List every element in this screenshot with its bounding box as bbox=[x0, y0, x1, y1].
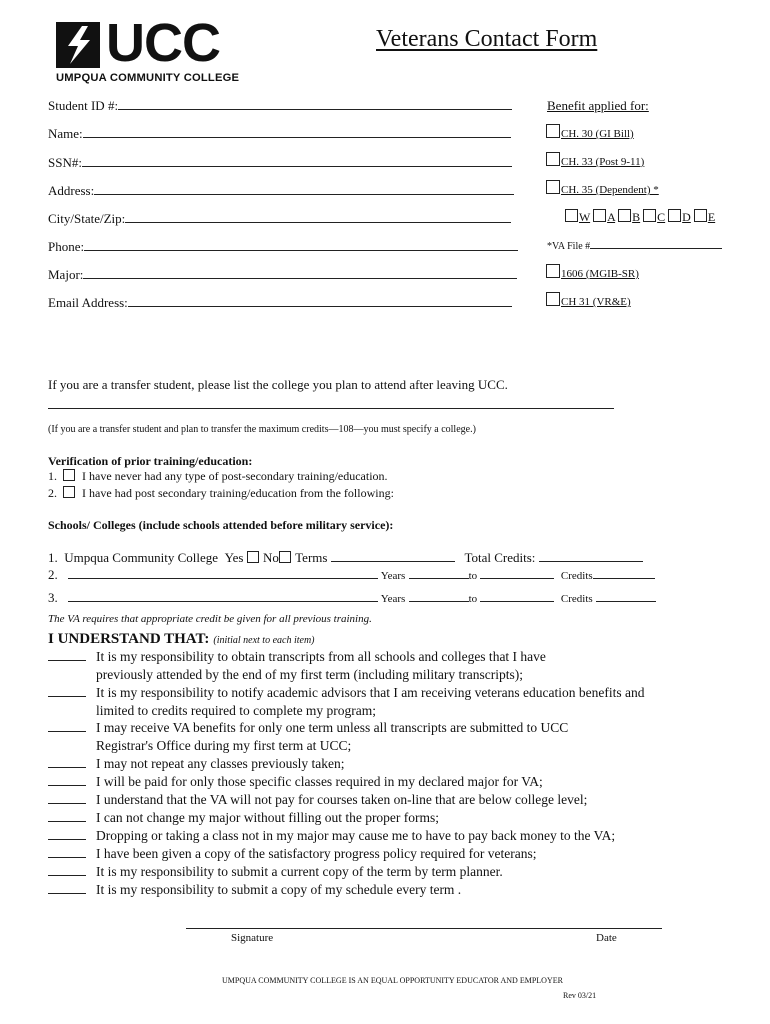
input-line[interactable] bbox=[409, 591, 469, 602]
dependent-code-row: W A B C D E bbox=[565, 209, 715, 225]
ack-item-8[interactable]: Dropping or taking a class not in my major may cause me to have to pay back money to the VA; bbox=[48, 828, 86, 844]
checkbox[interactable] bbox=[279, 551, 291, 563]
benefit-option-ch30[interactable]: CH. 30 (GI Bill) bbox=[546, 124, 634, 140]
checkbox[interactable] bbox=[546, 152, 560, 166]
field-email[interactable] bbox=[48, 295, 512, 311]
signature-label: Signature bbox=[231, 932, 274, 944]
checkbox[interactable] bbox=[546, 264, 560, 278]
input-line[interactable] bbox=[539, 551, 643, 562]
benefit-option-ch33[interactable]: CH. 33 (Post 9-11) bbox=[546, 152, 644, 168]
input-line[interactable] bbox=[409, 568, 469, 579]
verification-heading: Verification of prior training/education: bbox=[48, 454, 253, 468]
school-row-3[interactable]: 3. Years to Credits bbox=[48, 590, 656, 606]
ack-item-7[interactable]: I can not change my major without filling out the proper forms; bbox=[48, 810, 86, 826]
verification-item-1[interactable]: 1. I have never had any type of post-secondary training/education. bbox=[48, 469, 388, 483]
field-label: City/State/Zip: bbox=[48, 211, 126, 226]
school-row-1[interactable]: 1. Umpqua Community College Yes No Terms Total Credits: bbox=[48, 550, 643, 566]
transfer-college-line[interactable] bbox=[48, 408, 614, 409]
checkbox[interactable] bbox=[63, 486, 75, 498]
ack-item-11[interactable]: It is my responsibility to submit a copy of my schedule every term . bbox=[48, 882, 86, 898]
input-line[interactable] bbox=[83, 127, 511, 138]
input-line[interactable] bbox=[125, 212, 511, 223]
benefit-option-ch35[interactable]: CH. 35 (Dependent) * bbox=[546, 180, 659, 196]
initial-line[interactable] bbox=[48, 847, 86, 858]
initial-line[interactable] bbox=[48, 811, 86, 822]
checkbox[interactable] bbox=[546, 124, 560, 138]
ack-item-4[interactable]: I may not repeat any classes previously taken; bbox=[48, 756, 86, 772]
field-label: Phone: bbox=[48, 239, 85, 254]
field-label: Student ID #: bbox=[48, 98, 119, 113]
input-line[interactable] bbox=[331, 551, 455, 562]
initial-line[interactable] bbox=[48, 650, 86, 661]
ack-item-5[interactable]: I will be paid for only those specific classes required in my declared major for VA; bbox=[48, 774, 86, 790]
initial-line[interactable] bbox=[48, 757, 86, 768]
va-credit-note: The VA requires that appropriate credit be given for all previous training. bbox=[48, 613, 372, 625]
signature-line[interactable] bbox=[186, 928, 662, 929]
initial-line[interactable] bbox=[48, 775, 86, 786]
input-line[interactable] bbox=[94, 184, 514, 195]
understand-subheading: (initial next to each item) bbox=[213, 635, 315, 646]
checkbox[interactable] bbox=[668, 209, 681, 222]
initial-line[interactable] bbox=[48, 829, 86, 840]
input-line[interactable] bbox=[118, 99, 512, 110]
ack-item-9[interactable]: I have been given a copy of the satisfactory progress policy required for veterans; bbox=[48, 846, 86, 862]
logo-text: UCC bbox=[106, 13, 220, 73]
checkbox[interactable] bbox=[565, 209, 578, 222]
field-city-state-zip[interactable] bbox=[48, 211, 511, 227]
schools-heading: Schools/ Colleges (include schools attended before military service): bbox=[48, 518, 394, 532]
revision-date: Rev 03/21 bbox=[563, 991, 597, 1000]
checkbox[interactable] bbox=[643, 209, 656, 222]
initial-line[interactable] bbox=[48, 686, 86, 697]
input-line[interactable] bbox=[83, 268, 517, 279]
transfer-note: (If you are a transfer student and plan to transfer the maximum credits—108—you must specify a college.) bbox=[48, 424, 476, 435]
checkbox[interactable] bbox=[546, 180, 560, 194]
field-label: Address: bbox=[48, 183, 95, 198]
field-phone[interactable] bbox=[48, 239, 518, 255]
input-line[interactable] bbox=[596, 591, 656, 602]
logo-subtitle: UMPQUA COMMUNITY COLLEGE bbox=[56, 72, 240, 84]
input-line[interactable] bbox=[128, 296, 512, 307]
ack-item-6[interactable]: I understand that the VA will not pay for courses taken on-line that are below college level; bbox=[48, 792, 86, 808]
initial-line[interactable] bbox=[48, 793, 86, 804]
understand-heading-row bbox=[48, 630, 315, 648]
field-label: Email Address: bbox=[48, 295, 128, 310]
checkbox[interactable] bbox=[593, 209, 606, 222]
ucc-logo bbox=[56, 13, 242, 86]
benefit-option-ch31[interactable]: CH 31 (VR&E) bbox=[546, 292, 631, 308]
ack-item-2[interactable]: It is my responsibility to notify academic advisors that I am receiving veterans education benefits and bbox=[48, 685, 86, 701]
field-ssn[interactable] bbox=[48, 155, 512, 171]
field-major[interactable] bbox=[48, 267, 517, 283]
benefit-option-1606[interactable]: 1606 (MGIB-SR) bbox=[546, 264, 639, 280]
input-line[interactable] bbox=[84, 240, 518, 251]
initial-line[interactable] bbox=[48, 721, 86, 732]
field-student-id[interactable] bbox=[48, 98, 512, 114]
field-label: SSN#: bbox=[48, 155, 82, 170]
field-address[interactable] bbox=[48, 183, 514, 199]
initial-line[interactable] bbox=[48, 865, 86, 876]
input-line[interactable] bbox=[480, 591, 554, 602]
input-line[interactable] bbox=[590, 240, 722, 249]
verification-item-2[interactable]: 2. I have had post secondary training/education from the following: bbox=[48, 486, 394, 500]
field-label: Major: bbox=[48, 267, 84, 282]
va-file-label: *VA File # bbox=[547, 241, 591, 252]
benefit-heading: Benefit applied for: bbox=[547, 98, 649, 113]
field-name[interactable] bbox=[48, 126, 511, 142]
checkbox[interactable] bbox=[694, 209, 707, 222]
initial-line[interactable] bbox=[48, 883, 86, 894]
date-label: Date bbox=[596, 932, 617, 944]
ack-item-1[interactable]: It is my responsibility to obtain transcripts from all schools and colleges that I have bbox=[48, 649, 86, 665]
ack-item-10[interactable]: It is my responsibility to submit a current copy of the term by term planner. bbox=[48, 864, 86, 880]
checkbox[interactable] bbox=[618, 209, 631, 222]
understand-heading: I UNDERSTAND THAT: bbox=[48, 631, 210, 647]
form-title: Veterans Contact Form bbox=[376, 26, 598, 52]
checkbox[interactable] bbox=[546, 292, 560, 306]
field-label: Name: bbox=[48, 126, 83, 141]
input-line[interactable] bbox=[82, 156, 512, 167]
transfer-question: If you are a transfer student, please list the college you plan to attend after leaving UCC. bbox=[48, 377, 508, 392]
ack-item-3[interactable]: I may receive VA benefits for only one term unless all transcripts are submitted to UCC bbox=[48, 720, 86, 736]
input-line[interactable] bbox=[593, 568, 655, 579]
input-line[interactable] bbox=[68, 568, 378, 579]
va-file-field[interactable] bbox=[547, 240, 722, 252]
checkbox[interactable] bbox=[63, 469, 75, 481]
input-line[interactable] bbox=[68, 591, 378, 602]
school-row-2[interactable]: 2. Years to Credits bbox=[48, 567, 655, 583]
checkbox[interactable] bbox=[247, 551, 259, 563]
lightning-icon bbox=[56, 22, 100, 68]
input-line[interactable] bbox=[480, 568, 554, 579]
eeo-statement: UMPQUA COMMUNITY COLLEGE IS AN EQUAL OPPORTUNITY EDUCATOR AND EMPLOYER bbox=[222, 976, 563, 985]
